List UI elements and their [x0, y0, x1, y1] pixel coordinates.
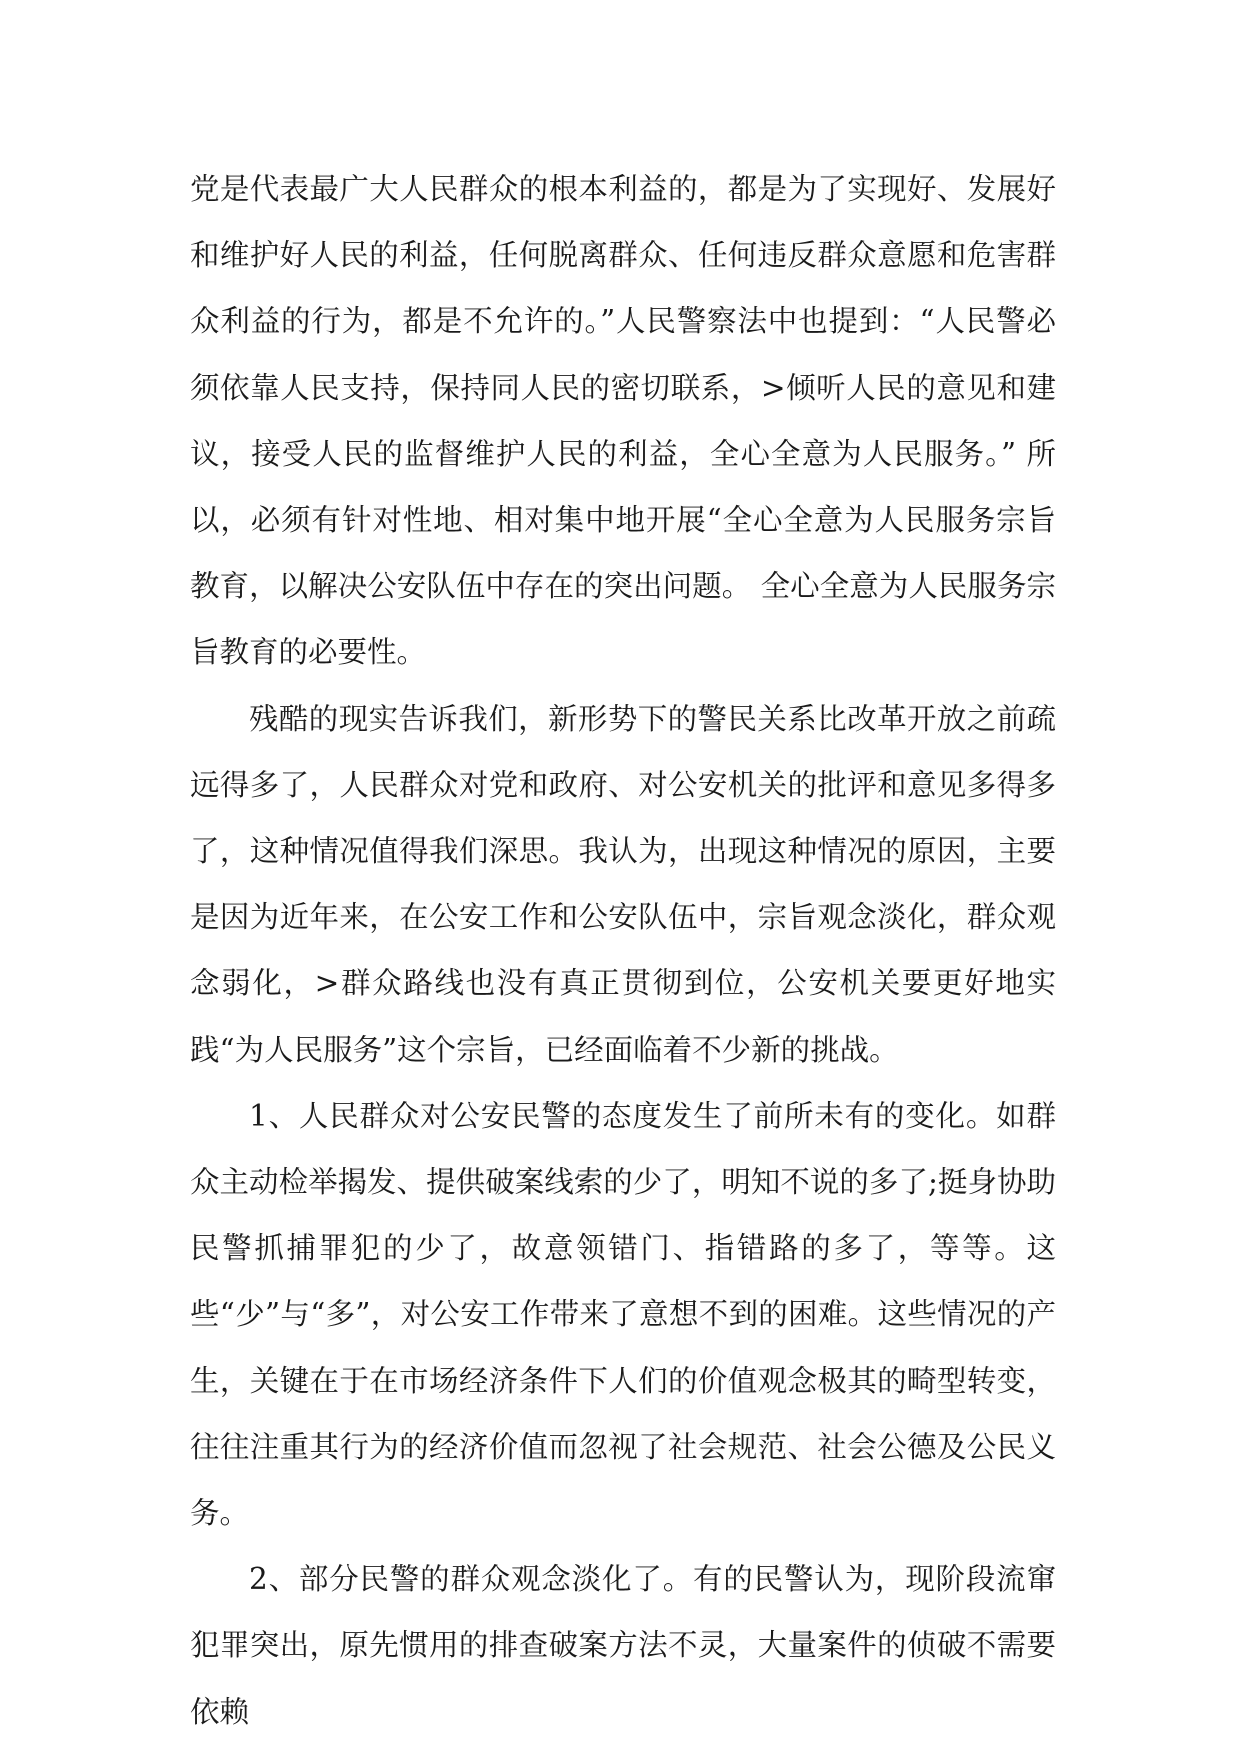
- paragraph-2: 残酷的现实告诉我们，新形势下的警民关系比改革开放之前疏远得多了，人民群众对党和政府、对公安机关的批评和意见多得多了，这种情况值得我们深思。我认为，出现这种情况的原因，主要是因为近年来，在公安工作和公安队伍中，宗旨观念淡化，群众观念弱化，>群众路线也没有真正贯彻到位，公安机关要更好地实践“为人民服务”这个宗旨，已经面临着不少新的挑战。: [190, 701, 1056, 1067]
- paragraph-1: 党是代表最广大人民群众的根本利益的，都是为了实现好、发展好和维护好人民的利益，任何脱离群众、任何违反群众意愿和危害群众利益的行为，都是不允许的。”人民警察法中也提到：“人民警必须依靠人民支持，保持同人民的密切联系，>倾听人民的意见和建议，接受人民的监督维护人民的利益，全心全意为人民服务。” 所以，必须有针对性地、相对集中地开展“全心全意为人民服务宗旨教育，以解决公安队伍中存在的突出问题。 全心全意为人民服务宗旨教育的必要性。: [190, 172, 1056, 670]
- paragraph-3: 1、人民群众对公安民警的态度发生了前所未有的变化。如群众主动检举揭发、提供破案线索的少了，明知不说的多了;挺身协助民警抓捕罪犯的少了，故意领错门、指错路的多了，等等。这些“少”与“多”，对公安工作带来了意想不到的困难。这些情况的产生，关键在于在市场经济条件下人们的价值观念极其的畸型转变，往往注重其行为的经济价值而忽视了社会规范、社会公德及公民义务。: [190, 1098, 1056, 1531]
- paragraph-4: 2、部分民警的群众观念淡化了。有的民警认为，现阶段流窜犯罪突出，原先惯用的排查破案方法不灵，大量案件的侦破不需要依赖: [190, 1562, 1056, 1729]
- body-text: [190, 156, 1056, 1745]
